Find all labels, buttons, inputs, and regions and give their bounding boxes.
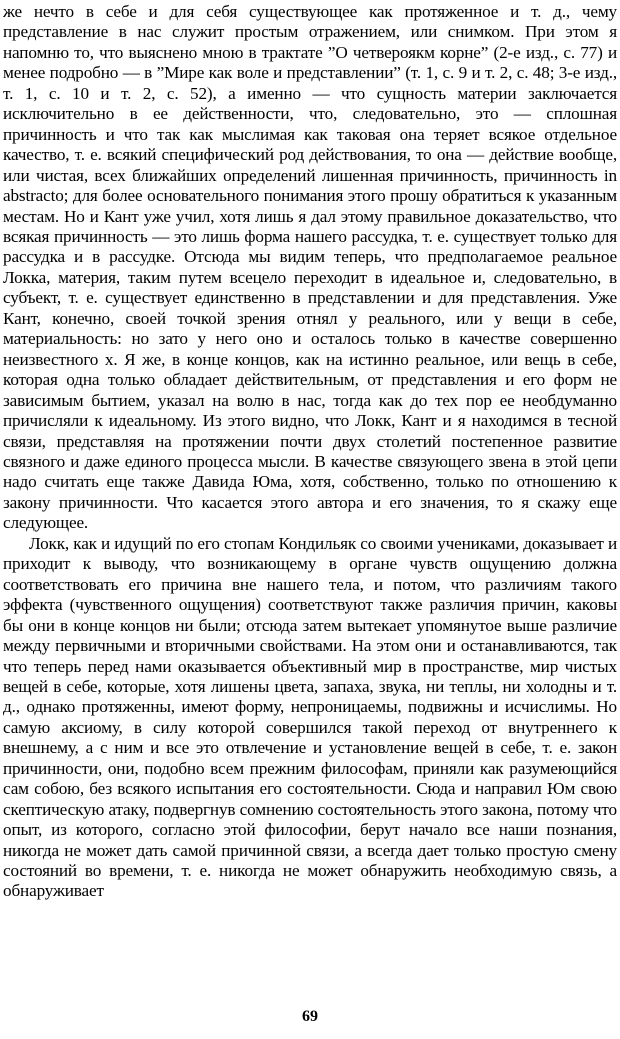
page-number: 69 — [302, 1008, 318, 1025]
paragraph: же нечто в себе и для себя существующее как протяженное и т. д., чему представление в нас служит простым отражением, или снимком. При этом я напомню то, что выяснено мною в трактате ”О четвероякм корне” (2-е изд., с. 77) и менее подробно — в ”Мире как воле и представлении” (т. 1, с. 9 и т. 2, с. 48; 3-е изд., т. 1, с. 10 и т. 2, с. 52), а именно — что сущность материи заключается исключительно в ее действенности, что, следовательно, это — сплошная причинность и что так как мыслимая как таковая она теряет всякое отдельное качество, т. е. всякий специфический род действования, то она — действие вообще, или чистая, всех ближайших определений лишенная причинность, причинность in abstracto; для более основательного понимания этого прошу обратиться к указанным местам. Но и Кант уже учил, хотя лишь я дал этому правильное доказательство, что всякая причинность — это лишь форма нашего рассудка, т. е. существует только для рассудка и в рассудке. Отсюда мы видим теперь, что предполагаемое реальное Локка, материя, таким путем всецело переходит в идеальное и, следовательно, в субъект, т. е. существует единственно в представлении и для представления. Уже Кант, конечно, своей точкой зрения отнял у реального, или у вещи в себе, материальность: но зато у него оно и осталось только в качестве совершенно неизвестного x. Я же, в конце концов, как на истинно реальное, или вещь в себе, которая одна только обладает действительным, от представления и его форм не зависимым бытием, указал на волю в нас, тогда как до тех пор ее необдуманно причисляли к идеальному. Из этого видно, что Локк, Кант и я находимся в тесной связи, представляя на протяжении почти двух столетий постепенное развитие связного и даже единого процесса мысли. В качестве связующего звена в этой цепи надо считать еще также Давида Юма, хотя, собственно, только по отношению к закону причинности. Что касается этого автора и его значения, то я скажу еще следующее. — [3, 2, 617, 533]
paragraph: Локк, как и идущий по его стопам Кондильяк со своими учениками, доказывает и приходит к выводу, что возникающему в органе чувств ощущению должна соответствовать его причина вне нашего тела, и потом, что различиям такого эффекта (чувственного ощущения) соответствуют также различия причин, каковы бы они в конце концов ни были; отсюда затем вытекает упомянутое выше различие между первичными и вторичными свойствами. На этом они и останавливаются, так что теперь перед нами оказывается объективный мир в пространстве, мир чистых вещей в себе, которые, хотя лишены цвета, запаха, звука, ни теплы, ни холодны и т. д., однако протяженны, имеют форму, непроницаемы, подвижны и исчислимы. Но самую аксиому, в силу которой совершился такой переход от внутреннего к внешнему, а с ним и все это отвлечение и установление вещей в себе, т. е. закон причинности, они, подобно всем прежним философам, приняли как разумеющийся сам собою, без всякого испытания его состоятельности. Сюда и направил Юм свою скептическую атаку, подвергнув сомнению состоятельность этого закона, потому что опыт, из которого, согласно этой философии, берут начало все наши познания, никогда не может дать самой причинной связи, а всегда дает только простую смену состояний во времени, т. е. никогда не может обнаружить необходимую связь, а обнаруживает — [3, 533, 617, 901]
body-text — [3, 2, 617, 902]
